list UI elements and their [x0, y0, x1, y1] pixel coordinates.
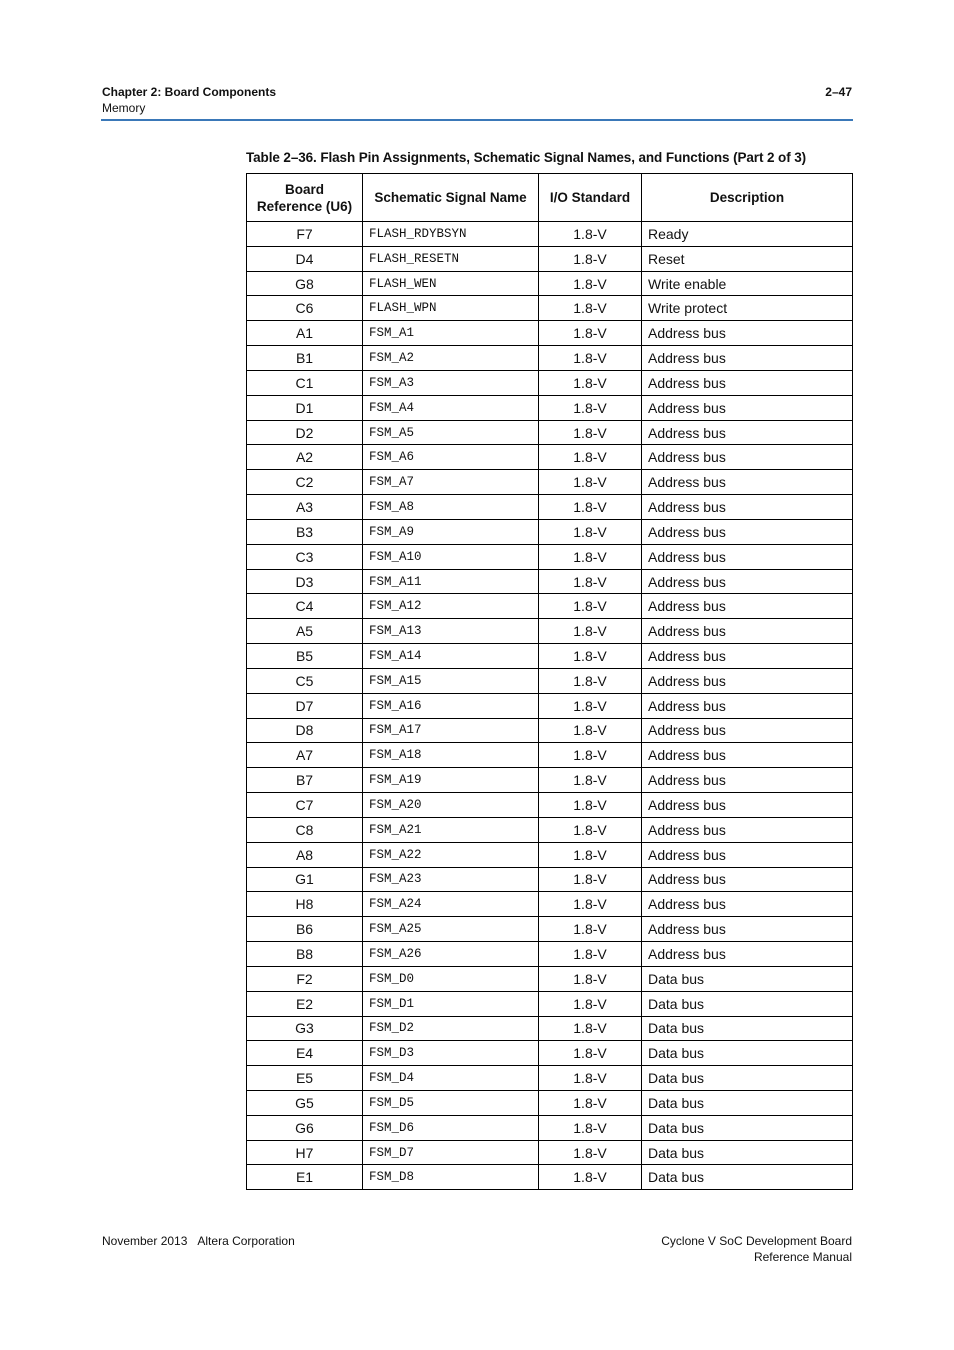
io-standard-cell: 1.8-V: [539, 693, 642, 718]
description-cell: Address bus: [642, 594, 853, 619]
description-cell: Address bus: [642, 619, 853, 644]
table-header-row: [247, 174, 853, 222]
signal-name-cell: FSM_A20: [363, 793, 539, 818]
io-standard-cell: 1.8-V: [539, 321, 642, 346]
board-reference-cell: D1: [247, 395, 363, 420]
signal-name-cell: FSM_D8: [363, 1165, 539, 1190]
table-row: [247, 966, 853, 991]
board-reference-cell: D3: [247, 569, 363, 594]
io-standard-cell: 1.8-V: [539, 668, 642, 693]
board-reference-cell: B1: [247, 346, 363, 371]
description-cell: Data bus: [642, 1115, 853, 1140]
description-cell: Data bus: [642, 1090, 853, 1115]
signal-name-cell: FSM_A14: [363, 644, 539, 669]
io-standard-cell: 1.8-V: [539, 718, 642, 743]
io-standard-cell: 1.8-V: [539, 346, 642, 371]
table-row: [247, 445, 853, 470]
signal-name-cell: FSM_A9: [363, 519, 539, 544]
table-row: [247, 470, 853, 495]
board-reference-cell: H8: [247, 892, 363, 917]
table-row: [247, 1140, 853, 1165]
signal-name-cell: FSM_D3: [363, 1041, 539, 1066]
description-cell: Address bus: [642, 420, 853, 445]
signal-name-cell: FSM_A15: [363, 668, 539, 693]
io-standard-cell: 1.8-V: [539, 222, 642, 247]
description-cell: Write protect: [642, 296, 853, 321]
board-reference-cell: C4: [247, 594, 363, 619]
io-standard-cell: 1.8-V: [539, 743, 642, 768]
table-row: [247, 1041, 853, 1066]
description-cell: Address bus: [642, 743, 853, 768]
table-row: [247, 768, 853, 793]
signal-name-cell: FSM_A19: [363, 768, 539, 793]
table-row: [247, 793, 853, 818]
description-cell: Address bus: [642, 519, 853, 544]
board-reference-cell: C3: [247, 544, 363, 569]
description-cell: Address bus: [642, 569, 853, 594]
description-cell: Address bus: [642, 370, 853, 395]
io-standard-cell: 1.8-V: [539, 519, 642, 544]
io-standard-cell: 1.8-V: [539, 892, 642, 917]
signal-name-cell: FSM_D5: [363, 1090, 539, 1115]
column-header-io-standard: I/O Standard: [539, 174, 642, 222]
board-reference-cell: G3: [247, 1016, 363, 1041]
table-row: [247, 370, 853, 395]
board-reference-cell: D2: [247, 420, 363, 445]
signal-name-cell: FSM_D1: [363, 991, 539, 1016]
description-cell: Data bus: [642, 991, 853, 1016]
table-row: [247, 296, 853, 321]
signal-name-cell: FSM_A25: [363, 917, 539, 942]
io-standard-cell: 1.8-V: [539, 1090, 642, 1115]
io-standard-cell: 1.8-V: [539, 768, 642, 793]
footer-company: Altera Corporation: [197, 1234, 295, 1248]
column-header-board-reference: Board Reference (U6): [247, 174, 363, 222]
table-row: [247, 395, 853, 420]
signal-name-cell: FSM_A10: [363, 544, 539, 569]
signal-name-cell: FLASH_RDYBSYN: [363, 222, 539, 247]
description-cell: Address bus: [642, 395, 853, 420]
table-row: [247, 991, 853, 1016]
signal-name-cell: FSM_A17: [363, 718, 539, 743]
signal-name-cell: FSM_A24: [363, 892, 539, 917]
description-cell: Reset: [642, 246, 853, 271]
signal-name-cell: FSM_A6: [363, 445, 539, 470]
signal-name-cell: FSM_A21: [363, 817, 539, 842]
description-cell: Data bus: [642, 1165, 853, 1190]
io-standard-cell: 1.8-V: [539, 793, 642, 818]
io-standard-cell: 1.8-V: [539, 1115, 642, 1140]
description-cell: Address bus: [642, 644, 853, 669]
table-row: [247, 321, 853, 346]
io-standard-cell: 1.8-V: [539, 1066, 642, 1091]
io-standard-cell: 1.8-V: [539, 569, 642, 594]
description-cell: Data bus: [642, 1140, 853, 1165]
board-reference-cell: B8: [247, 942, 363, 967]
description-cell: Address bus: [642, 321, 853, 346]
description-cell: Data bus: [642, 1066, 853, 1091]
table-row: [247, 842, 853, 867]
description-cell: Data bus: [642, 966, 853, 991]
table-row: [247, 942, 853, 967]
description-cell: Address bus: [642, 495, 853, 520]
signal-name-cell: FSM_A18: [363, 743, 539, 768]
page-footer-left: [102, 1233, 295, 1249]
board-reference-cell: G8: [247, 271, 363, 296]
io-standard-cell: 1.8-V: [539, 495, 642, 520]
table-row: [247, 892, 853, 917]
board-reference-cell: B6: [247, 917, 363, 942]
column-header-description: Description: [642, 174, 853, 222]
io-standard-cell: 1.8-V: [539, 867, 642, 892]
footer-doc-title: Cyclone V SoC Development Board: [661, 1234, 852, 1248]
signal-name-cell: FSM_A7: [363, 470, 539, 495]
io-standard-cell: 1.8-V: [539, 942, 642, 967]
table-row: [247, 346, 853, 371]
io-standard-cell: 1.8-V: [539, 842, 642, 867]
description-cell: Address bus: [642, 892, 853, 917]
board-reference-cell: E5: [247, 1066, 363, 1091]
signal-name-cell: FSM_A1: [363, 321, 539, 346]
description-cell: Address bus: [642, 867, 853, 892]
signal-name-cell: FSM_A26: [363, 942, 539, 967]
table-caption: Table 2–36. Flash Pin Assignments, Schematic Signal Names, and Functions (Part 2 of 3): [246, 150, 807, 165]
board-reference-cell: C6: [247, 296, 363, 321]
signal-name-cell: FSM_A3: [363, 370, 539, 395]
table-row: [247, 668, 853, 693]
io-standard-cell: 1.8-V: [539, 991, 642, 1016]
description-cell: Address bus: [642, 793, 853, 818]
board-reference-cell: G6: [247, 1115, 363, 1140]
io-standard-cell: 1.8-V: [539, 296, 642, 321]
board-reference-cell: E1: [247, 1165, 363, 1190]
description-cell: Address bus: [642, 544, 853, 569]
signal-name-cell: FSM_A13: [363, 619, 539, 644]
io-standard-cell: 1.8-V: [539, 817, 642, 842]
description-cell: Address bus: [642, 817, 853, 842]
description-cell: Address bus: [642, 445, 853, 470]
board-reference-cell: C2: [247, 470, 363, 495]
description-cell: Address bus: [642, 470, 853, 495]
signal-name-cell: FLASH_WEN: [363, 271, 539, 296]
signal-name-cell: FSM_D6: [363, 1115, 539, 1140]
table-row: [247, 544, 853, 569]
board-reference-cell: A2: [247, 445, 363, 470]
page-header-left: [102, 84, 276, 116]
page-number: 2–47: [825, 85, 852, 99]
table-row: [247, 817, 853, 842]
board-reference-cell: H7: [247, 1140, 363, 1165]
signal-name-cell: FSM_A4: [363, 395, 539, 420]
table-row: [247, 420, 853, 445]
table-row: [247, 569, 853, 594]
board-reference-cell: A8: [247, 842, 363, 867]
signal-name-cell: FLASH_RESETN: [363, 246, 539, 271]
io-standard-cell: 1.8-V: [539, 917, 642, 942]
board-reference-cell: F2: [247, 966, 363, 991]
io-standard-cell: 1.8-V: [539, 544, 642, 569]
description-cell: Address bus: [642, 346, 853, 371]
table-row: [247, 1016, 853, 1041]
board-reference-cell: C7: [247, 793, 363, 818]
table-row: [247, 246, 853, 271]
description-cell: Address bus: [642, 693, 853, 718]
table-body: [247, 222, 853, 1190]
description-cell: Address bus: [642, 942, 853, 967]
header-divider: [101, 119, 853, 121]
table-row: [247, 1115, 853, 1140]
table-row: [247, 867, 853, 892]
page-footer-right: [661, 1233, 852, 1265]
board-reference-cell: B3: [247, 519, 363, 544]
table-row: [247, 1090, 853, 1115]
flash-pin-table: [246, 173, 853, 1190]
board-reference-cell: E4: [247, 1041, 363, 1066]
description-cell: Address bus: [642, 718, 853, 743]
table-row: [247, 222, 853, 247]
board-reference-cell: C8: [247, 817, 363, 842]
io-standard-cell: 1.8-V: [539, 1041, 642, 1066]
board-reference-cell: A1: [247, 321, 363, 346]
io-standard-cell: 1.8-V: [539, 395, 642, 420]
description-cell: Ready: [642, 222, 853, 247]
board-reference-cell: D8: [247, 718, 363, 743]
table-row: [247, 1066, 853, 1091]
io-standard-cell: 1.8-V: [539, 1165, 642, 1190]
footer-date: November 2013: [102, 1234, 188, 1248]
board-reference-cell: B7: [247, 768, 363, 793]
io-standard-cell: 1.8-V: [539, 445, 642, 470]
signal-name-cell: FSM_D7: [363, 1140, 539, 1165]
table-row: [247, 917, 853, 942]
board-reference-cell: A3: [247, 495, 363, 520]
io-standard-cell: 1.8-V: [539, 966, 642, 991]
io-standard-cell: 1.8-V: [539, 246, 642, 271]
table-row: [247, 594, 853, 619]
io-standard-cell: 1.8-V: [539, 271, 642, 296]
signal-name-cell: FSM_A11: [363, 569, 539, 594]
description-cell: Address bus: [642, 917, 853, 942]
description-cell: Write enable: [642, 271, 853, 296]
description-cell: Address bus: [642, 842, 853, 867]
board-reference-cell: G1: [247, 867, 363, 892]
column-header-signal-name: Schematic Signal Name: [363, 174, 539, 222]
chapter-title: Chapter 2: Board Components: [102, 85, 277, 99]
board-reference-cell: D4: [247, 246, 363, 271]
table-row: [247, 743, 853, 768]
board-reference-cell: A5: [247, 619, 363, 644]
signal-name-cell: FSM_A2: [363, 346, 539, 371]
io-standard-cell: 1.8-V: [539, 1140, 642, 1165]
section-title: Memory: [102, 101, 146, 115]
description-cell: Address bus: [642, 668, 853, 693]
table-row: [247, 271, 853, 296]
board-reference-cell: F7: [247, 222, 363, 247]
signal-name-cell: FSM_D0: [363, 966, 539, 991]
signal-name-cell: FSM_A16: [363, 693, 539, 718]
table-row: [247, 1165, 853, 1190]
table-row: [247, 619, 853, 644]
description-cell: Data bus: [642, 1016, 853, 1041]
signal-name-cell: FSM_A5: [363, 420, 539, 445]
io-standard-cell: 1.8-V: [539, 594, 642, 619]
signal-name-cell: FSM_A12: [363, 594, 539, 619]
board-reference-cell: C5: [247, 668, 363, 693]
board-reference-cell: G5: [247, 1090, 363, 1115]
board-reference-cell: A7: [247, 743, 363, 768]
description-cell: Address bus: [642, 768, 853, 793]
table-row: [247, 718, 853, 743]
board-reference-cell: C1: [247, 370, 363, 395]
signal-name-cell: FSM_A22: [363, 842, 539, 867]
board-reference-cell: E2: [247, 991, 363, 1016]
io-standard-cell: 1.8-V: [539, 370, 642, 395]
board-reference-cell: B5: [247, 644, 363, 669]
table-row: [247, 644, 853, 669]
signal-name-cell: FSM_A23: [363, 867, 539, 892]
table-row: [247, 693, 853, 718]
description-cell: Data bus: [642, 1041, 853, 1066]
io-standard-cell: 1.8-V: [539, 470, 642, 495]
io-standard-cell: 1.8-V: [539, 1016, 642, 1041]
io-standard-cell: 1.8-V: [539, 644, 642, 669]
signal-name-cell: FSM_A8: [363, 495, 539, 520]
io-standard-cell: 1.8-V: [539, 420, 642, 445]
table-row: [247, 519, 853, 544]
board-reference-cell: D7: [247, 693, 363, 718]
signal-name-cell: FSM_D4: [363, 1066, 539, 1091]
signal-name-cell: FSM_D2: [363, 1016, 539, 1041]
signal-name-cell: FLASH_WPN: [363, 296, 539, 321]
footer-doc-subtitle: Reference Manual: [753, 1250, 852, 1264]
table-row: [247, 495, 853, 520]
io-standard-cell: 1.8-V: [539, 619, 642, 644]
